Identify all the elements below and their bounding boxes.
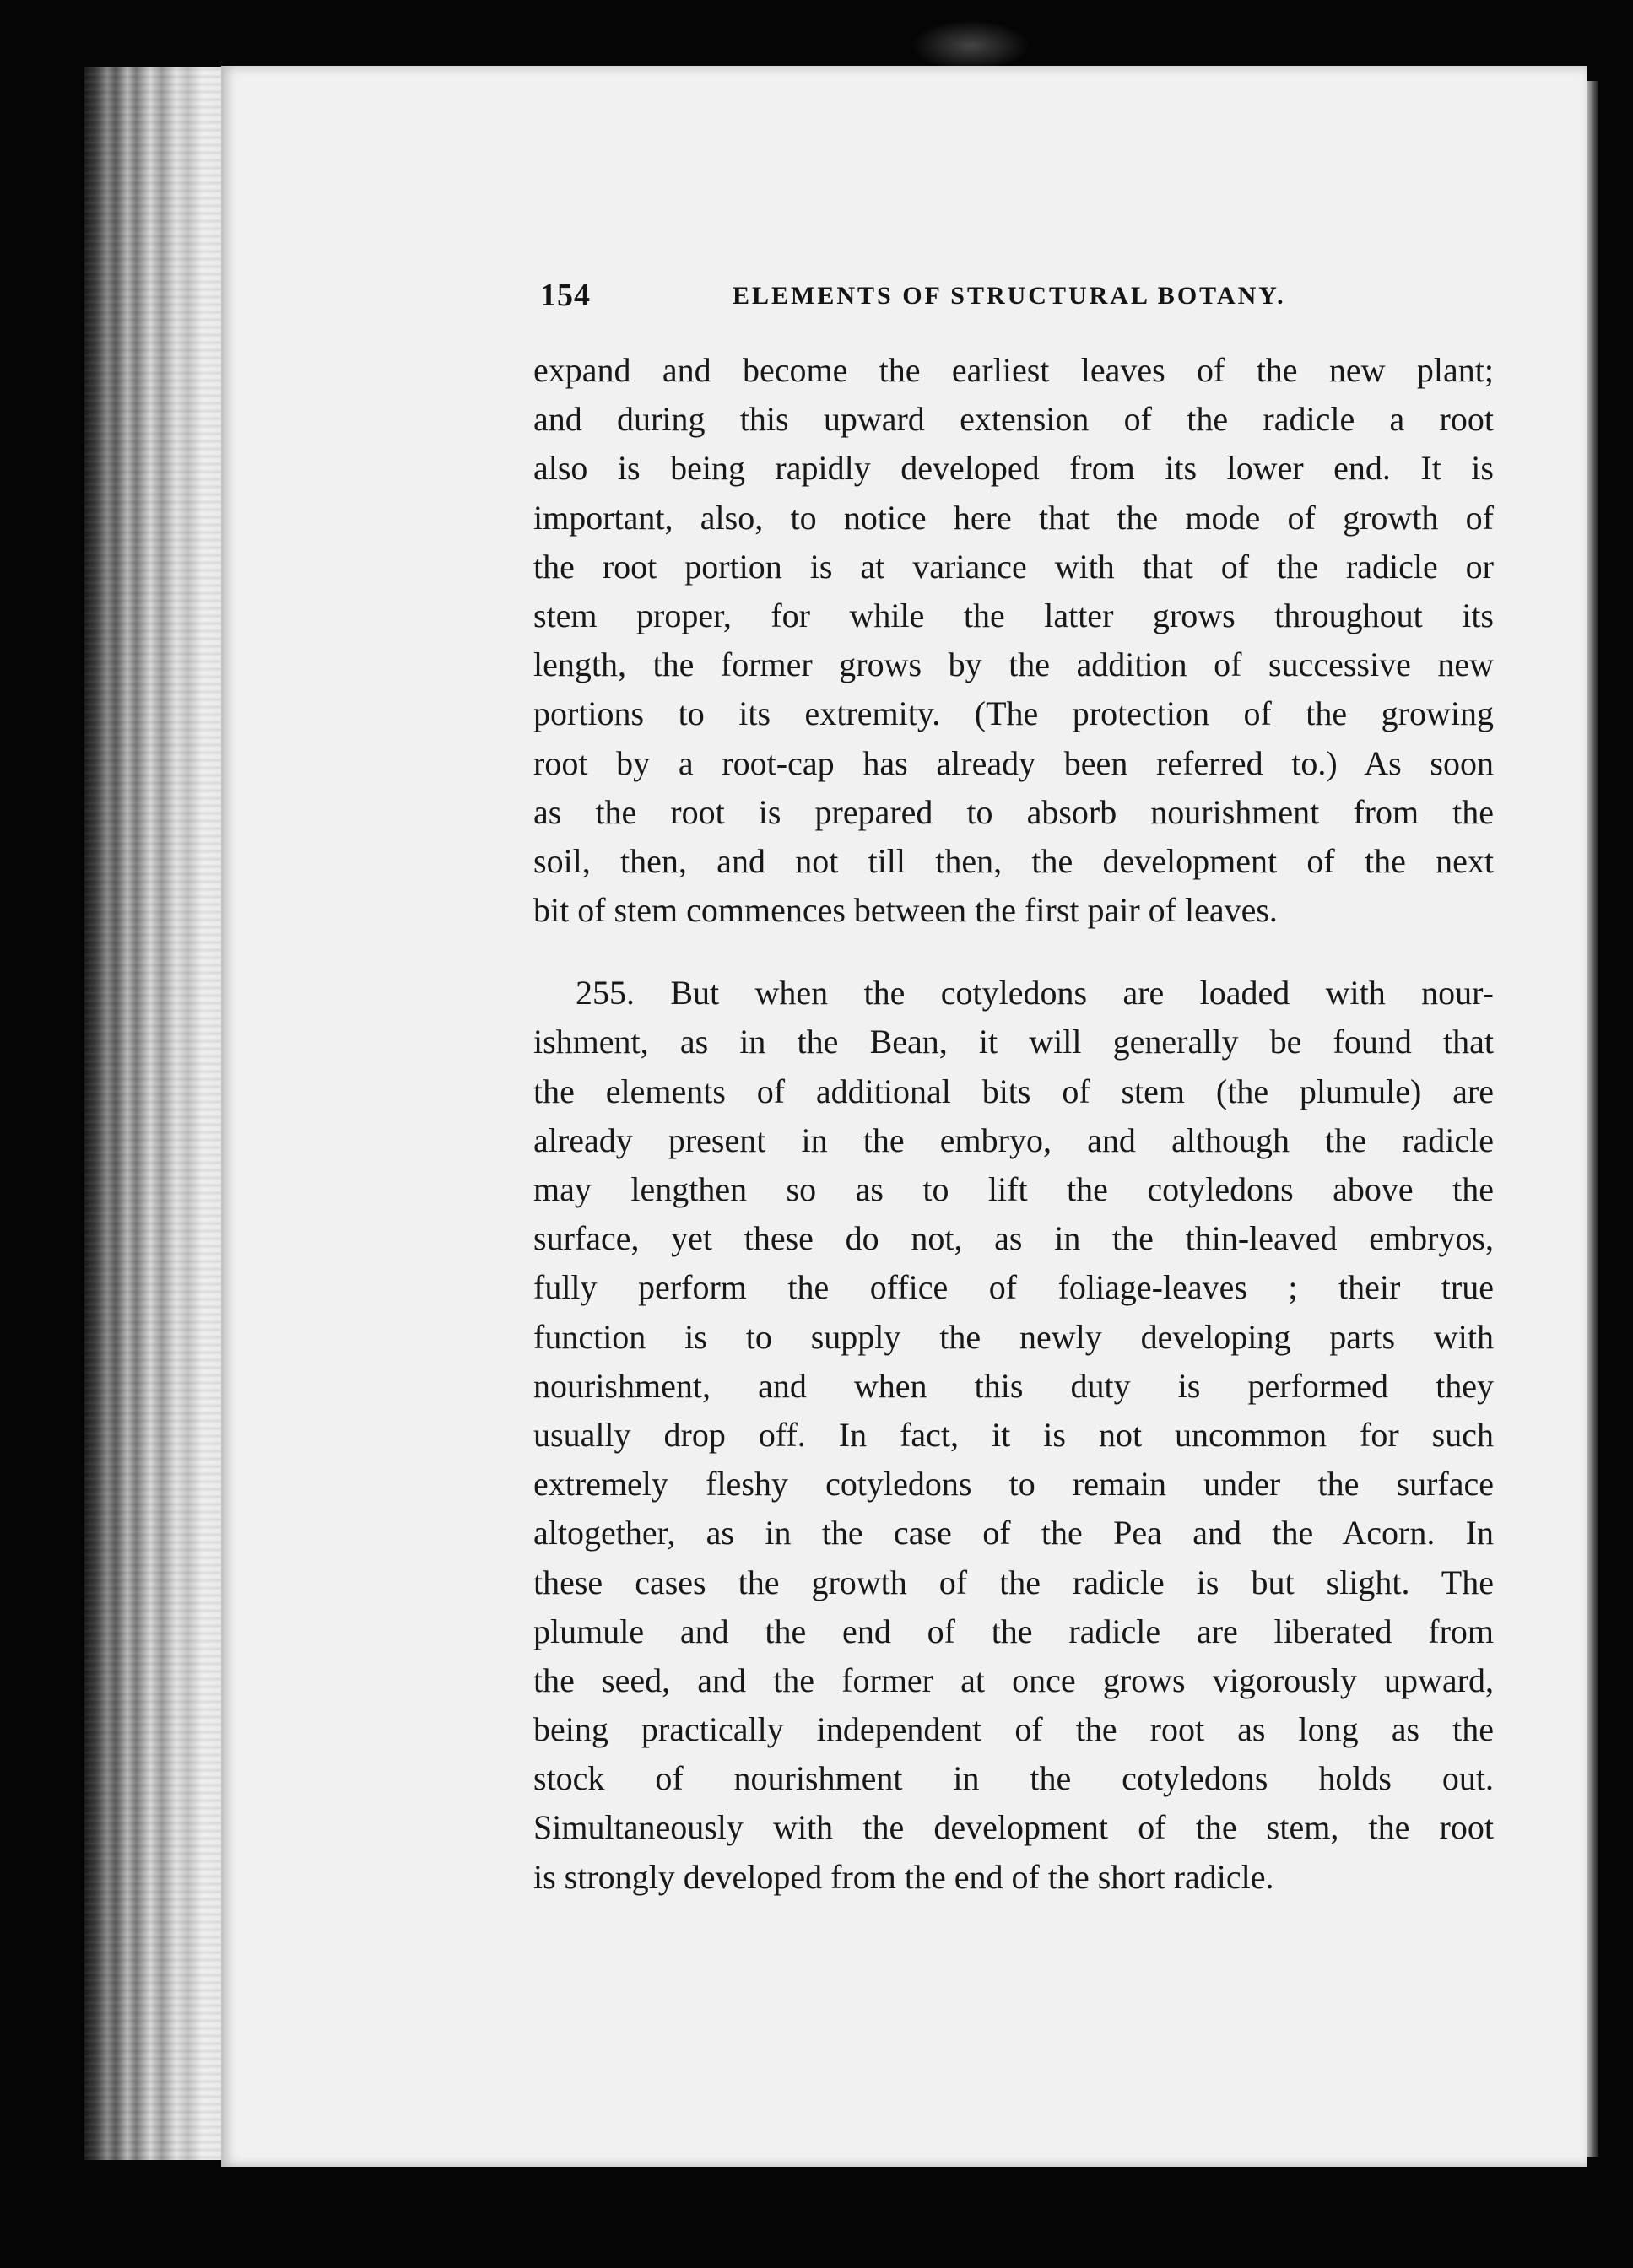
running-head: ELEMENTS OF STRUCTURAL BOTANY. bbox=[733, 282, 1286, 310]
text-line: these cases the growth of the radicle is but slight. The bbox=[533, 1563, 1494, 1601]
text-line: stem proper, for while the latter grows throughout its bbox=[533, 596, 1494, 634]
book-spine-gutter bbox=[84, 68, 228, 2160]
text-line: bit of stem commences between the first pair of leaves. bbox=[533, 891, 1278, 930]
text-line: function is to supply the newly developing parts with bbox=[533, 1317, 1494, 1356]
text-line: altogether, as in the case of the Pea and the Acorn. In bbox=[533, 1514, 1494, 1552]
body-text bbox=[533, 346, 1494, 1902]
page-header bbox=[540, 277, 1401, 319]
text-line: 255. But when the cotyledons are loaded with nour- bbox=[576, 974, 1494, 1012]
text-line: surface, yet these do not, as in the thin-leaved embryos, bbox=[533, 1219, 1494, 1258]
text-line: may lengthen so as to lift the cotyledons above the bbox=[533, 1170, 1494, 1208]
text-line: as the root is prepared to absorb nourishment from the bbox=[533, 792, 1494, 831]
paragraph-gap bbox=[533, 935, 1494, 969]
text-line: length, the former grows by the addition of successive new bbox=[533, 645, 1494, 684]
text-line: fully perform the office of foliage-leaves ; their true bbox=[533, 1268, 1494, 1307]
text-line: is strongly developed from the end of the short radicle. bbox=[533, 1857, 1274, 1896]
text-line: being practically independent of the root as long as the bbox=[533, 1710, 1494, 1749]
text-line: already present in the embryo, and although the radicle bbox=[533, 1120, 1494, 1159]
text-line: and during this upward extension of the radicle a root bbox=[533, 400, 1494, 439]
text-line: portions to its extremity. (The protection of the growing bbox=[533, 694, 1494, 733]
text-line: extremely fleshy cotyledons to remain under the surface bbox=[533, 1465, 1494, 1504]
text-line: root by a root-cap has already been referred to.) As soon bbox=[533, 743, 1494, 782]
text-line: Simultaneously with the development of the stem, the root bbox=[533, 1808, 1494, 1847]
text-line: ishment, as in the Bean, it will generally be found that bbox=[533, 1023, 1494, 1061]
text-line: soil, then, and not till then, the development of the next bbox=[533, 841, 1494, 880]
scan-smudge bbox=[911, 20, 1030, 71]
text-line: stock of nourishment in the cotyledons holds out. bbox=[533, 1759, 1494, 1798]
text-line: important, also, to notice here that the mode of growth of bbox=[533, 498, 1494, 537]
text-line: also is being rapidly developed from its lower end. It is bbox=[533, 449, 1494, 488]
text-line: the seed, and the former at once grows vigorously upward, bbox=[533, 1660, 1494, 1699]
text-line: expand and become the earliest leaves of the new plant; bbox=[533, 351, 1494, 389]
text-line: usually drop off. In fact, it is not uncommon for such bbox=[533, 1415, 1494, 1454]
text-line: plumule and the end of the radicle are liberated from bbox=[533, 1612, 1494, 1650]
text-line: the elements of additional bits of stem (the plumule) are bbox=[533, 1072, 1494, 1110]
page-number: 154 bbox=[540, 278, 591, 313]
page-edge-shadow bbox=[1587, 81, 1598, 2157]
text-line: the root portion is at variance with that of the radicle or bbox=[533, 547, 1494, 586]
text-line: nourishment, and when this duty is performed they bbox=[533, 1366, 1494, 1405]
